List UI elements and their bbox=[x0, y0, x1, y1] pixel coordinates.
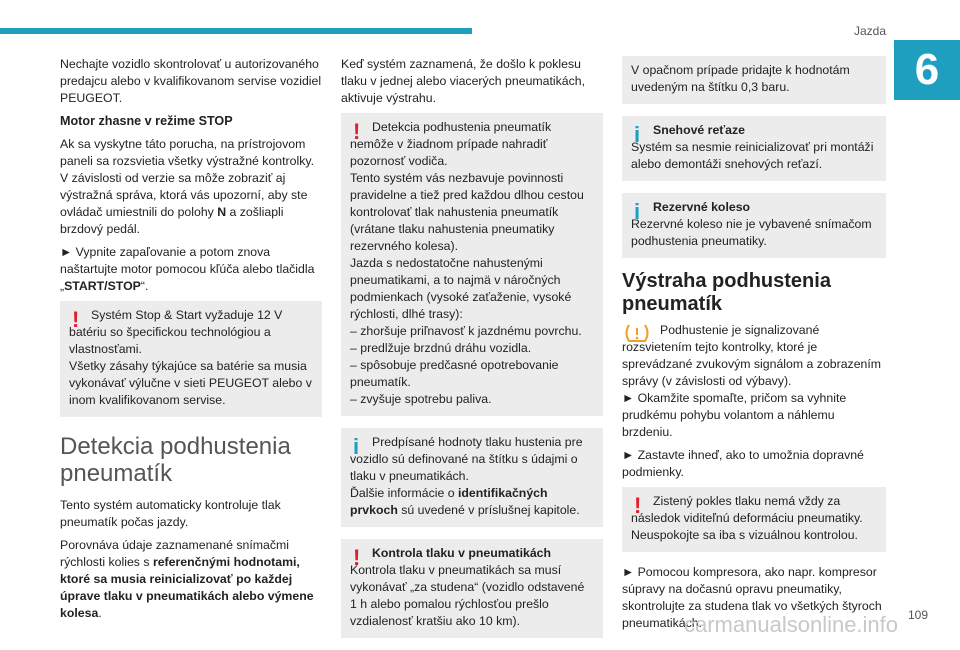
exclamation-icon: ! bbox=[72, 307, 80, 332]
exclamation-icon: ! bbox=[353, 545, 361, 570]
tire-pressure-warning-icon bbox=[622, 322, 652, 344]
exclamation-icon: ! bbox=[353, 119, 361, 144]
stop-heading: Motor zhasne v režime STOP bbox=[60, 114, 233, 128]
watermark: carmanualsonline.info bbox=[684, 612, 899, 637]
column-3 bbox=[622, 56, 886, 638]
info-box: i Rezervné koleso Rezervné koleso nie je vybavené snímačom podhustenia pneumatiky. bbox=[622, 193, 886, 258]
instruction: ► Zastavte ihneď, ako to umožnia dopravné podmienky. bbox=[622, 448, 864, 479]
page-number: 109 bbox=[907, 608, 928, 622]
warning-box: ! Kontrola tlaku v pneumatikách Kontrola tlaku v pneumatikách sa musí vykonávať „za studena“ (vozidlo odstavené 1 h alebo pomalou rýchlosťou prešlo vzdialenosť kratšiu ako 10 km). bbox=[341, 539, 603, 638]
alert-paragraph: Podhustenie je signalizované rozsvietením tejto kontrolky, ktoré je sprevádzané zvukovým signálom a zobrazením správy (v závislosti od výbavy). bbox=[622, 323, 882, 388]
instruction: ► Vypnite zapaľovanie a potom znova naštartujte motor pomocou kľúča alebo tlačidla „START/STOP“. bbox=[60, 245, 315, 293]
warning-box: ! Detekcia podhustenia pneumatík nemôže v žiadnom prípade nahradiť pozornosť vodiča. Tento systém vás nezbavuje povinnosti pravidelne a tiež pred každou dlhou cestou kontrolovať tlak nahustenia pneumatík (vrátane tlaku nahustenia pneumatiky rezervného kolesa). Jazda s nedostatočne nahustenými pneumatikami, a to najmä v náročných podmienkach (vysoké zaťaženie, vysoké rýchlosti, dlhé trasy): – zhoršuje priľnavosť k jazdnému povrchu. – predlžuje brzdnú dráhu vozidla. – spôsobuje predčasné opotrebovanie pneumatík. – zvyšuje spotrebu paliva. bbox=[341, 113, 603, 416]
info-icon: i bbox=[353, 434, 360, 459]
warning-box: ! Systém Stop & Start vyžaduje 12 V batériu so špecifickou technológiou a vlastnosťami. Všetky zásahy týkajúce sa batérie sa musia vykonávať výlučne v sieti PEUGEOT alebo v inom kvalifikovanom servise. bbox=[60, 301, 322, 417]
instruction: ► Pomocou kompresora, ako napr. kompresor súpravy na dočasnú opravu pneumatiky, skontrolujte za studena tlak vo všetkých štyroch pneumatikách. bbox=[622, 565, 882, 630]
top-accent-bar bbox=[0, 28, 472, 34]
info-icon: i bbox=[634, 122, 641, 147]
paragraph: Tento systém automaticky kontroluje tlak pneumatík počas jazdy. bbox=[60, 498, 281, 529]
column-1 bbox=[60, 56, 322, 628]
chapter-number-tab: 6 bbox=[894, 40, 960, 100]
info-box: V opačnom prípade pridajte k hodnotám uvedeným na štítku 0,3 baru. bbox=[622, 56, 886, 104]
exclamation-icon: ! bbox=[634, 493, 642, 518]
info-box: i Snehové reťaze Systém sa nesmie reinicializovať pri montáži alebo demontáži snehových reťazí. bbox=[622, 116, 886, 181]
info-icon: i bbox=[634, 199, 641, 224]
column-2 bbox=[341, 56, 603, 650]
page-header-title: Jazda bbox=[853, 24, 886, 38]
info-box: i Predpísané hodnoty tlaku hustenia pre vozidlo sú definované na štítku s údajmi o tlaku v pneumatikách. Ďalšie informácie o identifikačných prvkoch sú uvedené v príslušnej kapitole. bbox=[341, 428, 603, 527]
paragraph: Keď systém zaznamená, že došlo k poklesu tlaku v jednej alebo viacerých pneumatikách, aktivuje výstrahu. bbox=[341, 57, 586, 105]
instruction: ► Okamžite spomaľte, pričom sa vyhnite prudkému pohybu volantom a náhlemu brzdeniu. bbox=[622, 391, 847, 439]
paragraph: Nechajte vozidlo skontrolovať u autorizovaného predajcu alebo v kvalifikovanom servise vozidiel PEUGEOT. bbox=[60, 57, 322, 105]
section-title: Výstraha podhustenia pneumatík bbox=[622, 270, 831, 315]
paragraph: Ak sa vyskytne táto porucha, na prístrojovom paneli sa rozsvietia všetky výstražné kontrolky. V závislosti od verzie sa môže zobraziť aj výstražná správa, ktorá vás upozorní, aby ste ovládač umiestnili do polohy N a zošliapli brzdový pedál. bbox=[60, 137, 315, 236]
warning-box: ! Zistený pokles tlaku nemá vždy za následok viditeľnú deformáciu pneumatiky. Neuspokojte sa iba s vizuálnou kontrolou. bbox=[622, 487, 886, 552]
section-title: Detekcia podhustenia pneumatík bbox=[60, 433, 291, 487]
paragraph: Porovnáva údaje zaznamenané snímačmi rýchlosti kolies s referenčnými hodnotami, ktoré sa musia reinicializovať po každej úprave tlaku v pneumatikách alebo výmene kolesa. bbox=[60, 538, 314, 620]
